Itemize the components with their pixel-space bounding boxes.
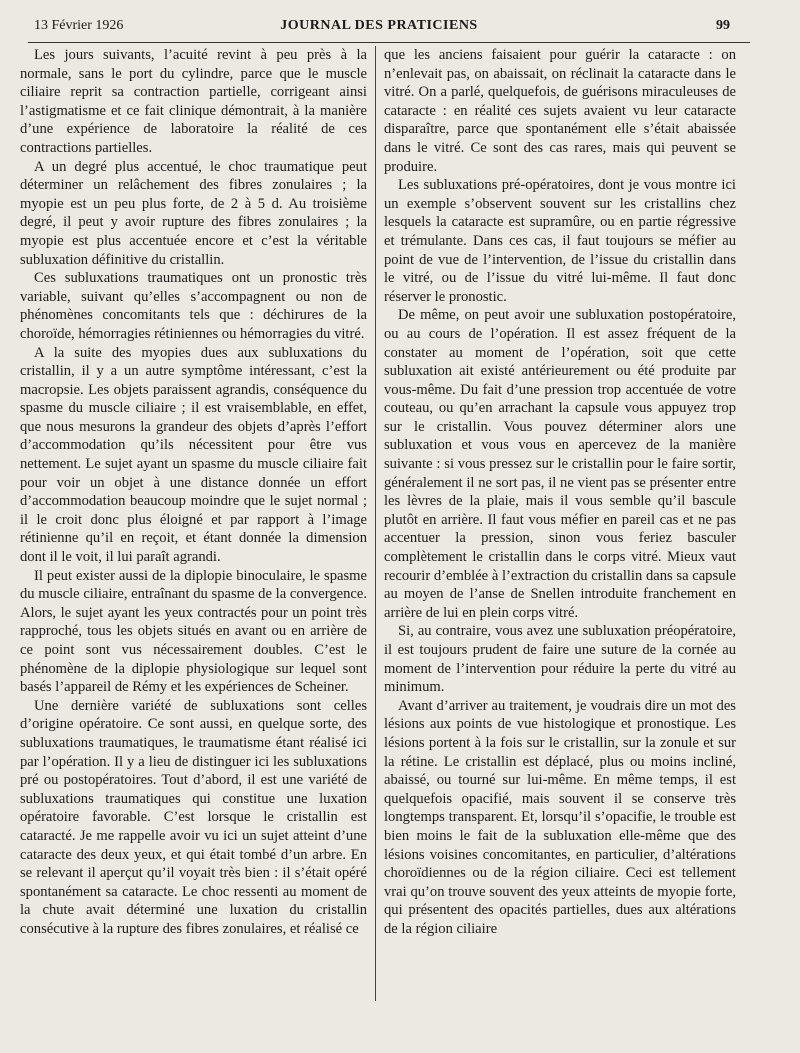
running-header <box>28 18 730 42</box>
paragraph: Une dernière variété de subluxations sont celles d’origine opératoire. Ce sont aussi, en quelque sorte, des subluxations traumatiques, le traumatisme étant réalisé ici par l’opération. Il y a lieu de distinguer ici les subluxations pré ou postopératoires. Tout d’abord, il est une variété de subluxations traumatiques qui constitue une luxation opératoire favorable. C’est lorsque le cristallin est cataracté. Je me rappelle avoir vu ici un sujet atteint d’une cataracte des deux yeux, et qui était tombé d’un arbre. En se relevant il aperçut qu’il voyait très bien : il s’était opéré spontanément sa cataracte. Le choc ressenti au moment de la chute avait déterminé une luxation du cristallin consécutive à la rupture des fibres zonulaires, et réalisé ce <box>20 697 367 937</box>
paragraph: A un degré plus accentué, le choc traumatique peut déterminer un relâchement des fibres zonulaires ; la myopie est un peu plus forte, de 2 à 5 d. Au troisième degré, il peut y avoir rupture des fibres zonulaires ; la myopie est plus accentuée encore et c’est la véritable subluxation définitive du cristallin. <box>20 158 367 268</box>
paragraph: Ces subluxations traumatiques ont un pronostic très variable, suivant qu’elles s’accompagnent ou non de phénomènes concomitants tels que : déchirures de la choroïde, hémorragies rétiniennes ou hémorragies du vitré. <box>20 270 367 342</box>
paragraph: Si, au contraire, vous avez une subluxation préopératoire, il est toujours prudent de faire une suture de la cornée au moment de l’intervention pour réduire la perte du vitré au minimum. <box>384 623 736 696</box>
journal-title: JOURNAL DES PRATICIENS <box>280 18 478 33</box>
paragraph: Il peut exister aussi de la diplopie binoculaire, le spasme du muscle ciliaire, entraînant du spasme de la convergence. Alors, le sujet ayant les yeux contractés pour un point très rapproché, tous les objets situés en avant ou en arrière de ce point sont vus nécessairement doubles. C’est le phénomène de la diplopie physiologique sur lequel sont basés l’appareil de Rémy et les expériences de Scheiner. <box>20 567 367 696</box>
left-column <box>20 46 367 939</box>
paragraph: que les anciens faisaient pour guérir la cataracte : on n’enlevait pas, on abaissait, on réclinait la cataracte dans le vitré. On a parlé, quelquefois, de guérisons miraculeuses de cataracte : en réalité ces sujets avaient vu leur cataracte disparaître, parce que spontanément elle s’était abaissée dans le vitré. Ce sont des cas rares, mais qui peuvent se produire. <box>384 47 736 175</box>
header-rule <box>28 42 750 43</box>
right-column <box>384 46 736 939</box>
paragraph: Les jours suivants, l’acuité revint à peu près à la normale, sans le port du cylindre, parce que le muscle ciliaire reprit sa contraction partielle, corrigeant ainsi l’astigmatisme et ce fait clinique démontrait, à la manière d’une expérience de laboratoire la réalité de ces contractions partielles. <box>20 47 367 156</box>
paragraph: A la suite des myopies dues aux subluxations du cristallin, il y a un autre symptôme intéressant, c’est la macropsie. Les objets paraissent agrandis, conséquence du spasme du muscle ciliaire ; il est vraisemblable, en effet, que nous mesurons la grandeur des objets d’après l’effort d’accommodation qu’ils nécessitent pour être vus nettement. Le sujet ayant un spasme du muscle ciliaire fait pour voir un objet à une distance donnée un effort d’accommodation beaucoup moindre que le sujet normal ; il le croit donc plus éloigné et par rapport à l’image rétinienne qu’il en reçoit, et étant donnée la dimension dont il le voit, il lui paraît agrandi. <box>20 344 367 566</box>
paragraph: Avant d’arriver au traitement, je voudrais dire un mot des lésions aux points de vue histologique et pronostique. Les lésions portent à la fois sur le cristallin, sur la zonule et sur la rétine. Le cristallin est déplacé, plus ou moins incliné, abaissé, ou tourné sur lui-même. En même temps, il est quelquefois opacifié, mais souvent il se conserve très longtemps transparent. Et, lorsqu’il s’opacifie, le trouble est bien moins le fait de la subluxation elle-même que des lésions voisines concomitantes, en particulier, d’altérations choroïdiennes ou de la région ciliaire. Ceci est tellement vrai qu’on trouve souvent des yeux atteints de myopie forte, qui présentent des opacités partielles, dues aux altérations de la région ciliaire <box>384 697 736 937</box>
paragraph: Les subluxations pré-opératoires, dont je vous montre ici un exemple s’observent souvent sur les cristallins chez lesquels la cataracte est supramûre, ou en partie régressive et trémulante. Dans ces cas, il faut toujours se méfier au point de vue de l’intervention, de l’issue du cristallin dans le vitré, ou de l’issue du vitré lui-même. Il faut donc réserver le pronostic. <box>384 177 736 305</box>
issue-date: 13 Février 1926 <box>34 18 124 33</box>
page-number: 99 <box>716 18 730 33</box>
paragraph: De même, on peut avoir une subluxation postopératoire, ou au cours de l’opération. Il est assez fréquent de la constater au moment de l’opération, soit que cette subluxation ait existé antérieurement ou été produite par vous-même. Du fait d’une pression trop accentuée de votre couteau, ou qu’en arrachant la capsule vous appuyez trop sur le cristallin. Vous pouvez déterminer alors une subluxation et vous vous en apercevez de la manière suivante : si vous pressez sur le cristallin pour le faire sortir, généralement il ne sort pas, il ne vient pas se présenter entre les lèvres de la plaie, mais il vous semble qu’il bascule plutôt en arrière. Il faut vous méfier en pareil cas et ne pas accentuer la pression, sinon vous feriez basculer complètement le cristallin dans le corps vitré. Mieux vaut recourir d’emblée à l’extraction du cristallin dans sa capsule au moyen de l’anse de Snellen introduite franchement en arrière de lui en plein corps vitré. <box>384 307 736 621</box>
column-divider <box>375 46 376 1001</box>
